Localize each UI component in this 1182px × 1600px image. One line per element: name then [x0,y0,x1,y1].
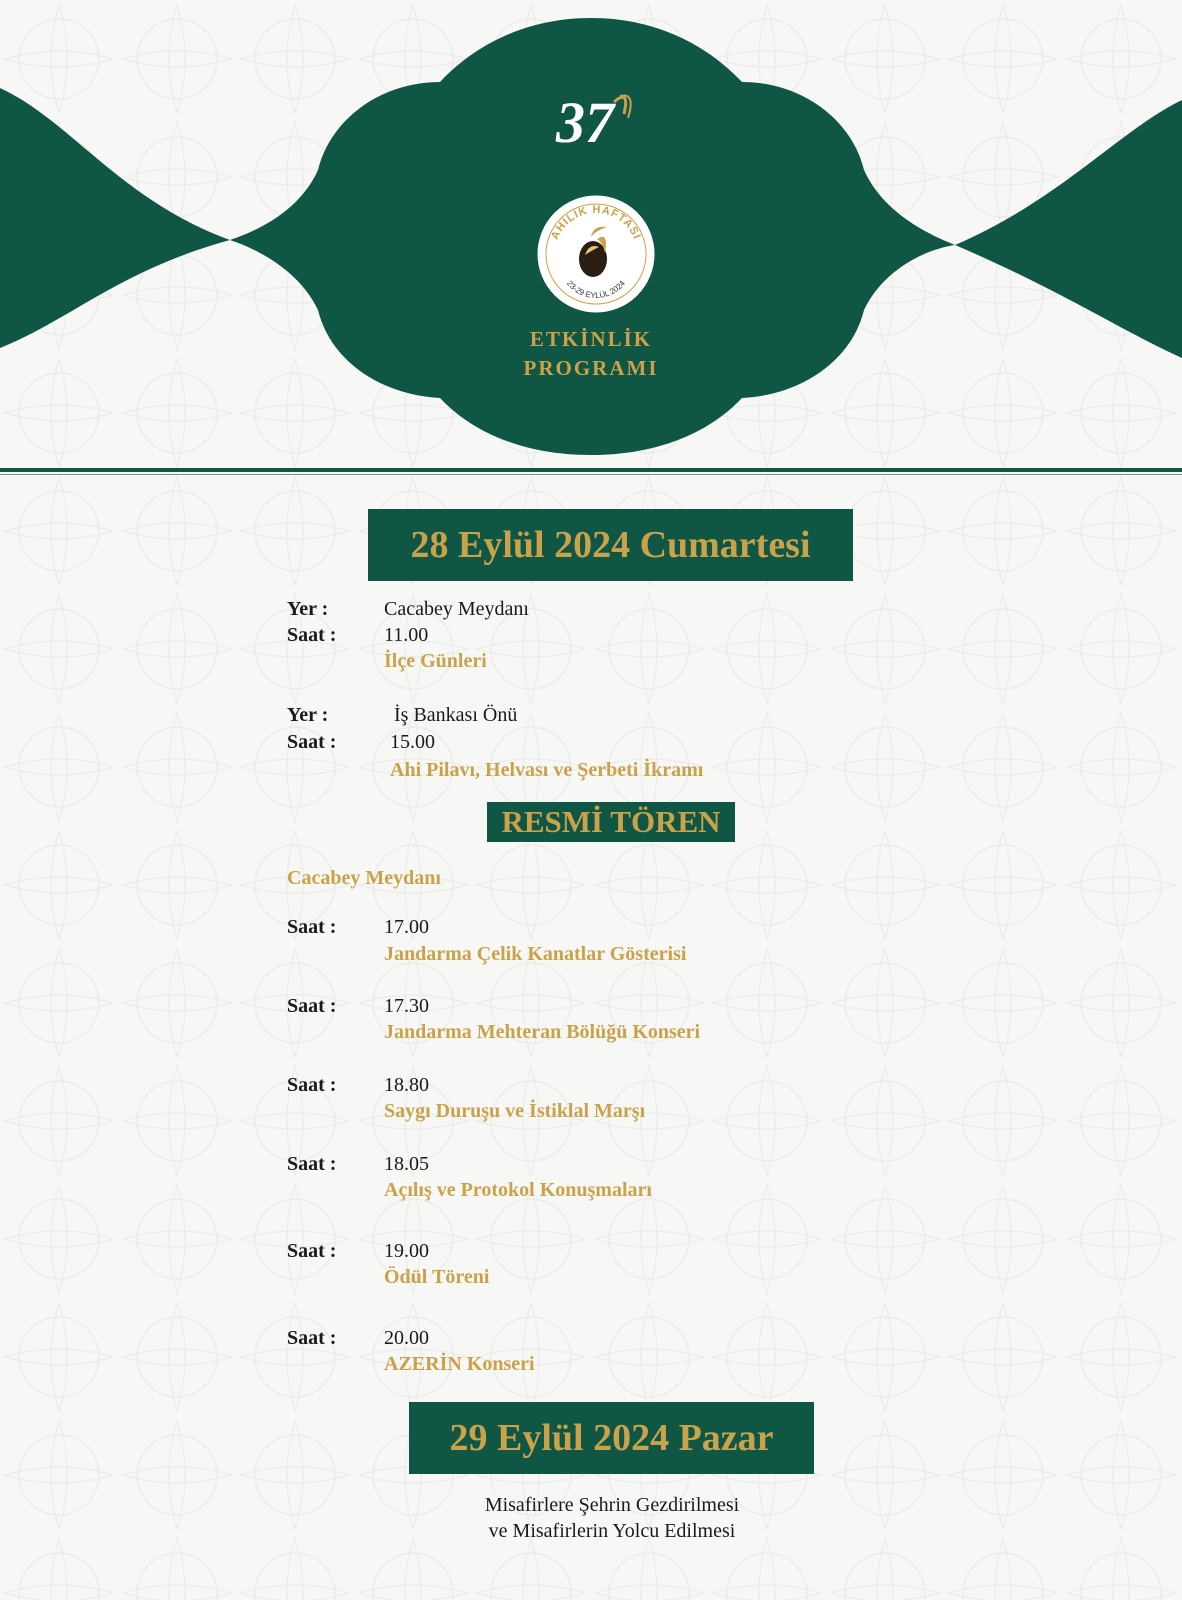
day2-line1: Misafirlere Şehrin Gezdirilmesi [484,1494,740,1516]
time-label: Saat : [287,1074,337,1096]
time-value: 17.30 [384,995,429,1017]
program-title-line1: ETKİNLİK [529,327,653,351]
event-title: Ödül Töreni [384,1266,490,1288]
emblem-number: 37 [556,90,614,152]
time-label: Saat : [287,1327,337,1349]
time-value: 20.00 [384,1327,429,1349]
anniversary-37-emblem [552,82,642,152]
time-label: Saat : [287,995,337,1017]
time-label: Saat : [287,1153,337,1175]
time-label: Saat : [287,1240,337,1262]
event-title: Açılış ve Protokol Konuşmaları [384,1179,652,1201]
event-title: Ahi Pilavı, Helvası ve Şerbeti İkramı [390,759,704,781]
time-value: 18.05 [384,1153,429,1175]
ahilik-haftasi-badge [533,191,659,317]
time-value: 11.00 [384,624,429,646]
place-value: İş Bankası Önü [394,704,518,726]
time-label: Saat : [287,624,337,646]
program-title-line2: PROGRAMI [523,356,659,380]
badge-top-text: AHİLİK HAFTASI [549,203,644,242]
day2-line2: ve Misafirlerin Yolcu Edilmesi [488,1520,736,1542]
place-label: Yer : [287,704,329,726]
time-value: 15.00 [390,731,435,753]
event-title: Jandarma Çelik Kanatlar Gösterisi [384,943,687,965]
time-value: 17.00 [384,916,429,938]
place-label: Yer : [287,598,329,620]
ceremony-heading: RESMİ TÖREN [487,802,735,842]
time-label: Saat : [287,731,337,753]
time-value: 19.00 [384,1240,429,1262]
day1-heading: 28 Eylül 2024 Cumartesi [368,509,853,581]
badge-bottom-text: 23-29 EYLÜL 2024 [565,278,627,301]
time-value: 18.80 [384,1074,429,1096]
event-title: Saygı Duruşu ve İstiklal Marşı [384,1100,646,1122]
ceremony-location: Cacabey Meydanı [287,867,441,889]
day2-heading: 29 Eylül 2024 Pazar [409,1402,814,1474]
header-divider [0,468,1182,472]
header-divider-thin [0,474,1182,475]
time-label: Saat : [287,916,337,938]
event-title: İlçe Günleri [384,650,487,672]
event-title: AZERİN Konseri [384,1353,535,1375]
place-value: Cacabey Meydanı [384,598,529,620]
event-title: Jandarma Mehteran Bölüğü Konseri [384,1021,701,1043]
